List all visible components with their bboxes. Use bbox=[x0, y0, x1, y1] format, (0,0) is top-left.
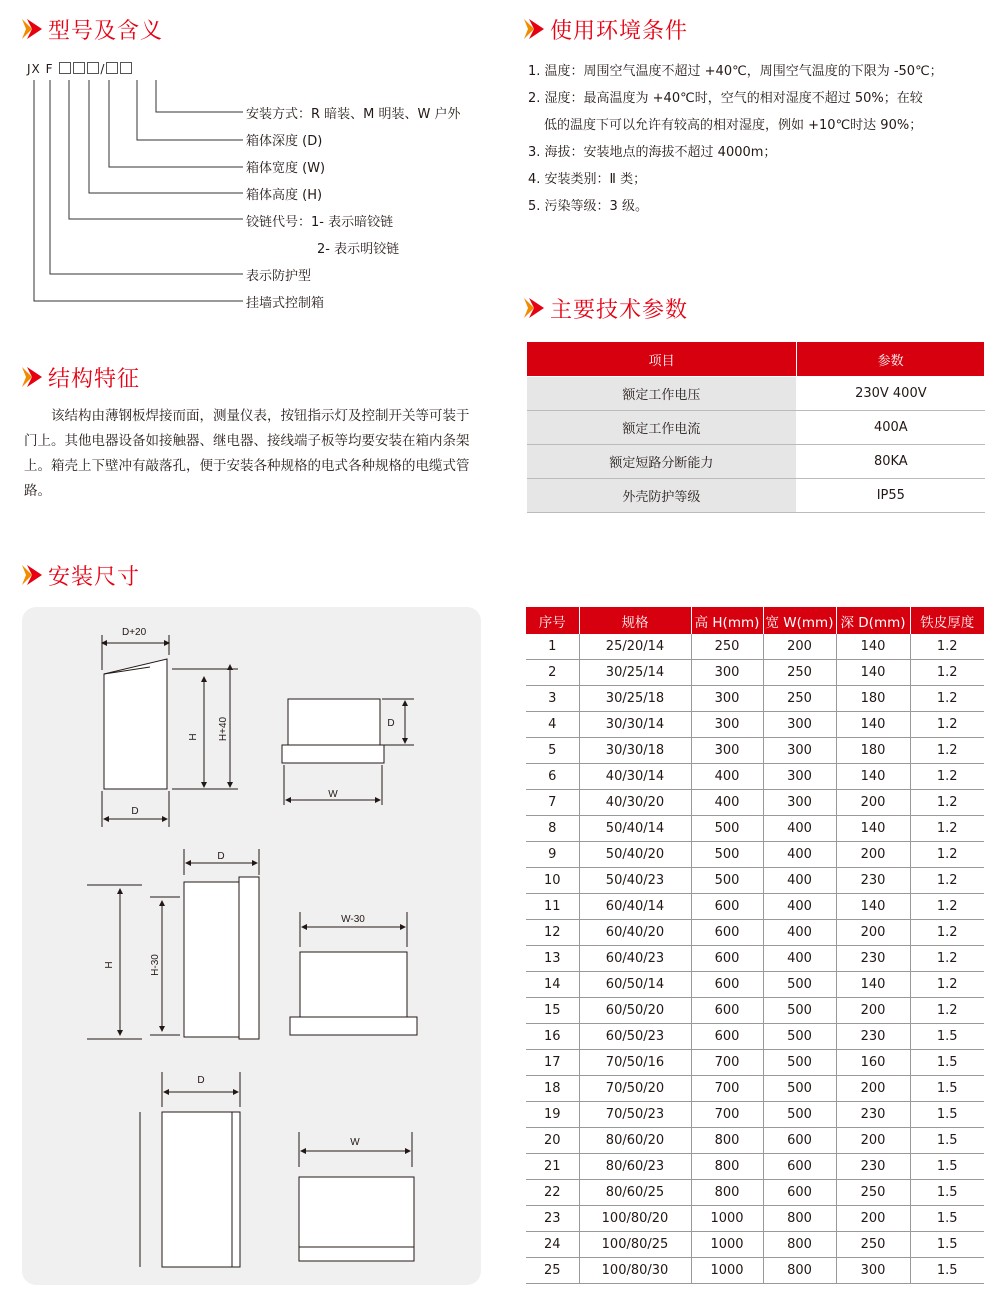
table-cell: 70/50/20 bbox=[579, 1076, 691, 1102]
table-row bbox=[527, 479, 985, 513]
table-cell: 500 bbox=[763, 998, 836, 1024]
drawing-side-view-2 bbox=[87, 849, 259, 1039]
table-cell: 800 bbox=[763, 1232, 836, 1258]
table-cell: 外壳防护等级 bbox=[527, 479, 797, 513]
table-cell: 200 bbox=[836, 1206, 910, 1232]
table-row bbox=[526, 894, 984, 920]
table-cell: 230 bbox=[836, 1024, 910, 1050]
table-cell: 50/40/14 bbox=[579, 816, 691, 842]
table-cell: 1.2 bbox=[910, 634, 984, 660]
dim-label-h-plus-40: H+40 bbox=[218, 716, 229, 742]
table-cell: 140 bbox=[836, 634, 910, 660]
table-cell: 600 bbox=[691, 972, 763, 998]
env-conditions bbox=[528, 58, 988, 220]
table-cell: 500 bbox=[763, 1050, 836, 1076]
dim-label-d: D bbox=[217, 851, 225, 862]
table-cell: 70/50/16 bbox=[579, 1050, 691, 1076]
table-row bbox=[526, 1206, 984, 1232]
table-cell: 60/50/14 bbox=[579, 972, 691, 998]
env-item: 2. 湿度：最高温度为 +40℃时，空气的相对湿度不超过 50%；在较 bbox=[528, 91, 923, 106]
table-cell: 200 bbox=[836, 842, 910, 868]
table-cell: 25/20/14 bbox=[579, 634, 691, 660]
table-row bbox=[526, 946, 984, 972]
table-cell: 额定工作电压 bbox=[527, 377, 797, 411]
table-cell: 160 bbox=[836, 1050, 910, 1076]
table-cell: 3 bbox=[526, 686, 579, 712]
table-cell: 16 bbox=[526, 1024, 579, 1050]
install-drawings bbox=[22, 607, 481, 1285]
table-row bbox=[526, 920, 984, 946]
table-cell: 13 bbox=[526, 946, 579, 972]
table-cell: 1.2 bbox=[910, 764, 984, 790]
table-cell: 80KA bbox=[797, 445, 985, 479]
table-cell: 1.5 bbox=[910, 1180, 984, 1206]
table-row bbox=[526, 738, 984, 764]
model-slash: / bbox=[100, 62, 106, 76]
table-row bbox=[527, 411, 985, 445]
dim-label-d-plus-20: D+20 bbox=[122, 627, 147, 638]
table-cell: 400 bbox=[763, 920, 836, 946]
model-item-depth: 箱体深度 (D) bbox=[246, 134, 323, 149]
table-row bbox=[526, 1180, 984, 1206]
table-cell: 300 bbox=[763, 738, 836, 764]
table-cell: 1.5 bbox=[910, 1024, 984, 1050]
table-cell: 60/40/14 bbox=[579, 894, 691, 920]
table-row bbox=[526, 634, 984, 660]
table-cell: 500 bbox=[763, 1102, 836, 1128]
table-cell: 600 bbox=[763, 1128, 836, 1154]
table-row bbox=[526, 842, 984, 868]
table-cell: 300 bbox=[691, 712, 763, 738]
table-cell: 800 bbox=[691, 1128, 763, 1154]
section-title-model bbox=[22, 14, 163, 44]
section-title-structure bbox=[22, 362, 140, 392]
table-cell: 400A bbox=[797, 411, 985, 445]
header-cell: 铁皮厚度 bbox=[910, 607, 984, 634]
table-cell: 7 bbox=[526, 790, 579, 816]
table-row bbox=[526, 686, 984, 712]
table-header-row bbox=[526, 607, 984, 634]
env-item: 5. 污染等级：3 级。 bbox=[528, 199, 648, 214]
table-cell: 140 bbox=[836, 712, 910, 738]
header-cell: 序号 bbox=[526, 607, 579, 634]
table-cell: 1.2 bbox=[910, 868, 984, 894]
table-cell: 200 bbox=[836, 1128, 910, 1154]
table-cell: 1.5 bbox=[910, 1154, 984, 1180]
dim-label-d: D bbox=[387, 718, 395, 729]
dim-label-d: D bbox=[197, 1075, 205, 1086]
table-cell: 500 bbox=[691, 868, 763, 894]
table-cell: 80/60/25 bbox=[579, 1180, 691, 1206]
header-cell: 规格 bbox=[579, 607, 691, 634]
table-cell: 1000 bbox=[691, 1232, 763, 1258]
section-title-tech bbox=[524, 293, 688, 323]
table-cell: 250 bbox=[691, 634, 763, 660]
table-cell: 300 bbox=[763, 764, 836, 790]
table-cell: 400 bbox=[691, 790, 763, 816]
table-cell: 300 bbox=[691, 686, 763, 712]
table-header-row bbox=[527, 342, 985, 377]
table-cell: 140 bbox=[836, 764, 910, 790]
table-row bbox=[526, 1258, 984, 1284]
table-cell: 8 bbox=[526, 816, 579, 842]
table-cell: IP55 bbox=[797, 479, 985, 513]
table-cell: 40/30/20 bbox=[579, 790, 691, 816]
table-cell: 21 bbox=[526, 1154, 579, 1180]
table-cell: 300 bbox=[691, 738, 763, 764]
dim-label-d: D bbox=[131, 806, 139, 817]
table-cell: 60/40/23 bbox=[579, 946, 691, 972]
table-cell: 40/30/14 bbox=[579, 764, 691, 790]
table-cell: 300 bbox=[836, 1258, 910, 1284]
table-cell: 400 bbox=[763, 946, 836, 972]
header-cell: 宽 W(mm) bbox=[763, 607, 836, 634]
env-item: 低的温度下可以允许有较高的相对湿度，例如 +10℃时达 90%； bbox=[544, 118, 923, 133]
red-arrow-icon bbox=[22, 367, 42, 387]
table-cell: 600 bbox=[691, 894, 763, 920]
table-cell: 300 bbox=[763, 790, 836, 816]
table-cell: 30/30/18 bbox=[579, 738, 691, 764]
env-item: 3. 海拔：安装地点的海拔不超过 4000m； bbox=[528, 145, 777, 160]
drawing-top-view-2 bbox=[290, 912, 417, 1035]
table-cell: 30/30/14 bbox=[579, 712, 691, 738]
table-cell: 400 bbox=[763, 842, 836, 868]
header-cell: 深 D(mm) bbox=[836, 607, 910, 634]
table-cell: 15 bbox=[526, 998, 579, 1024]
table-cell: 800 bbox=[691, 1180, 763, 1206]
section-title-text: 型号及含义 bbox=[48, 18, 164, 44]
table-cell: 180 bbox=[836, 686, 910, 712]
table-cell: 1.2 bbox=[910, 946, 984, 972]
table-row bbox=[526, 1102, 984, 1128]
dim-label-h: H bbox=[104, 961, 115, 969]
red-arrow-icon bbox=[22, 565, 42, 585]
red-arrow-icon bbox=[524, 19, 544, 39]
section-title-install bbox=[22, 560, 140, 590]
table-cell: 1000 bbox=[691, 1206, 763, 1232]
table-cell: 1.2 bbox=[910, 660, 984, 686]
table-cell: 1.5 bbox=[910, 1050, 984, 1076]
table-cell: 700 bbox=[691, 1050, 763, 1076]
table-cell: 1 bbox=[526, 634, 579, 660]
table-cell: 1.5 bbox=[910, 1128, 984, 1154]
table-cell: 300 bbox=[763, 712, 836, 738]
table-cell: 600 bbox=[691, 998, 763, 1024]
drawing-side-view-3 bbox=[140, 1072, 240, 1267]
table-cell: 70/50/23 bbox=[579, 1102, 691, 1128]
table-cell: 180 bbox=[836, 738, 910, 764]
table-cell: 500 bbox=[763, 972, 836, 998]
dim-label-w-minus-30: W-30 bbox=[341, 914, 365, 925]
table-cell: 100/80/25 bbox=[579, 1232, 691, 1258]
table-cell: 230V 400V bbox=[797, 377, 985, 411]
table-row bbox=[526, 1076, 984, 1102]
table-cell: 400 bbox=[691, 764, 763, 790]
table-cell: 1.2 bbox=[910, 686, 984, 712]
table-row bbox=[526, 660, 984, 686]
table-cell: 12 bbox=[526, 920, 579, 946]
table-cell: 800 bbox=[763, 1206, 836, 1232]
table-row bbox=[526, 1232, 984, 1258]
table-cell: 800 bbox=[691, 1154, 763, 1180]
table-cell: 24 bbox=[526, 1232, 579, 1258]
table-cell: 25 bbox=[526, 1258, 579, 1284]
table-cell: 2 bbox=[526, 660, 579, 686]
model-letter: F bbox=[45, 62, 54, 76]
env-item: 1. 温度：周围空气温度不超过 +40℃，周围空气温度的下限为 -50℃； bbox=[528, 64, 943, 79]
table-cell: 230 bbox=[836, 1102, 910, 1128]
table-cell: 9 bbox=[526, 842, 579, 868]
table-cell: 140 bbox=[836, 816, 910, 842]
table-cell: 200 bbox=[836, 998, 910, 1024]
table-cell: 1.5 bbox=[910, 1102, 984, 1128]
table-cell: 1.5 bbox=[910, 1206, 984, 1232]
model-item-wallbox: 挂墙式控制箱 bbox=[246, 296, 325, 311]
dim-label-w: W bbox=[328, 789, 338, 800]
header-cell: 项目 bbox=[527, 342, 797, 377]
table-cell: 400 bbox=[763, 868, 836, 894]
table-cell: 250 bbox=[836, 1180, 910, 1206]
table-cell: 60/40/20 bbox=[579, 920, 691, 946]
dim-label-h-minus-30: H-30 bbox=[150, 954, 161, 976]
model-item-install: 安装方式：R 暗装、M 明装、W 户外 bbox=[246, 107, 461, 122]
table-cell: 140 bbox=[836, 972, 910, 998]
table-cell: 1.2 bbox=[910, 920, 984, 946]
table-cell: 100/80/30 bbox=[579, 1258, 691, 1284]
table-cell: 14 bbox=[526, 972, 579, 998]
section-title-env bbox=[524, 14, 688, 44]
table-cell: 10 bbox=[526, 868, 579, 894]
table-row bbox=[526, 998, 984, 1024]
size-spec-table bbox=[526, 607, 984, 1284]
table-cell: 700 bbox=[691, 1102, 763, 1128]
table-cell: 500 bbox=[763, 1076, 836, 1102]
table-cell: 600 bbox=[691, 920, 763, 946]
install-diagram-panel bbox=[22, 607, 481, 1285]
table-cell: 23 bbox=[526, 1206, 579, 1232]
drawing-top-view-3 bbox=[299, 1132, 414, 1261]
table-cell: 200 bbox=[836, 920, 910, 946]
table-cell: 30/25/14 bbox=[579, 660, 691, 686]
table-cell: 1.5 bbox=[910, 1232, 984, 1258]
red-arrow-icon bbox=[524, 298, 544, 318]
table-cell: 18 bbox=[526, 1076, 579, 1102]
table-cell: 600 bbox=[763, 1154, 836, 1180]
table-cell: 250 bbox=[836, 1232, 910, 1258]
model-item-protect: 表示防护型 bbox=[246, 269, 312, 284]
table-cell: 400 bbox=[763, 816, 836, 842]
table-row bbox=[527, 377, 985, 411]
table-row bbox=[526, 764, 984, 790]
model-item-hinge-2: 2- 表示明铰链 bbox=[317, 242, 400, 257]
table-cell: 1.2 bbox=[910, 894, 984, 920]
table-cell: 230 bbox=[836, 868, 910, 894]
header-cell: 参数 bbox=[797, 342, 985, 377]
table-row bbox=[526, 868, 984, 894]
table-cell: 500 bbox=[763, 1024, 836, 1050]
table-cell: 250 bbox=[763, 686, 836, 712]
table-cell: 700 bbox=[691, 1076, 763, 1102]
table-cell: 5 bbox=[526, 738, 579, 764]
table-row bbox=[527, 445, 985, 479]
table-cell: 1.2 bbox=[910, 790, 984, 816]
table-cell: 4 bbox=[526, 712, 579, 738]
table-cell: 140 bbox=[836, 660, 910, 686]
table-cell: 600 bbox=[691, 946, 763, 972]
table-cell: 20 bbox=[526, 1128, 579, 1154]
table-cell: 800 bbox=[763, 1258, 836, 1284]
table-cell: 200 bbox=[836, 790, 910, 816]
model-item-width: 箱体宽度 (W) bbox=[246, 161, 326, 176]
table-cell: 1.2 bbox=[910, 738, 984, 764]
model-item-hinge: 铰链代号：1- 表示暗铰链 bbox=[246, 215, 394, 230]
table-cell: 80/60/23 bbox=[579, 1154, 691, 1180]
table-row bbox=[526, 1024, 984, 1050]
table-row bbox=[526, 972, 984, 998]
table-row bbox=[526, 1154, 984, 1180]
table-cell: 140 bbox=[836, 894, 910, 920]
table-cell: 1.5 bbox=[910, 1076, 984, 1102]
table-cell: 100/80/20 bbox=[579, 1206, 691, 1232]
table-cell: 1.5 bbox=[910, 1258, 984, 1284]
table-cell: 11 bbox=[526, 894, 579, 920]
table-cell: 17 bbox=[526, 1050, 579, 1076]
structure-paragraph: 该结构由薄钢板焊接而面，测量仪表，按钮指示灯及控制开关等可装于门上。其他电器设备如接触器、继电器、接线端子板等均要安装在箱内条架上。箱壳上下壁冲有敲落孔，便于安装各种规格的电式各种规格的电缆式管路。 bbox=[24, 408, 470, 499]
table-cell: 1.2 bbox=[910, 842, 984, 868]
table-cell: 60/50/23 bbox=[579, 1024, 691, 1050]
table-cell: 6 bbox=[526, 764, 579, 790]
table-cell: 500 bbox=[691, 842, 763, 868]
table-cell: 1000 bbox=[691, 1258, 763, 1284]
tech-params-table bbox=[526, 341, 985, 513]
model-prefix: JX bbox=[27, 62, 41, 76]
table-cell: 1.2 bbox=[910, 712, 984, 738]
table-cell: 50/40/23 bbox=[579, 868, 691, 894]
section-title-text: 结构特征 bbox=[48, 366, 141, 392]
table-cell: 230 bbox=[836, 946, 910, 972]
model-leader-lines bbox=[25, 72, 255, 312]
table-cell: 50/40/20 bbox=[579, 842, 691, 868]
dim-label-w: W bbox=[350, 1137, 360, 1148]
table-cell: 230 bbox=[836, 1154, 910, 1180]
table-cell: 250 bbox=[763, 660, 836, 686]
table-cell: 600 bbox=[763, 1180, 836, 1206]
table-cell: 600 bbox=[691, 1024, 763, 1050]
dim-label-h: H bbox=[188, 733, 199, 741]
table-cell: 22 bbox=[526, 1180, 579, 1206]
table-cell: 500 bbox=[691, 816, 763, 842]
header-cell: 高 H(mm) bbox=[691, 607, 763, 634]
env-item: 4. 安装类别：Ⅱ 类； bbox=[528, 172, 647, 187]
table-cell: 400 bbox=[763, 894, 836, 920]
table-cell: 额定工作电流 bbox=[527, 411, 797, 445]
table-row bbox=[526, 790, 984, 816]
table-cell: 19 bbox=[526, 1102, 579, 1128]
table-cell: 1.2 bbox=[910, 816, 984, 842]
table-row bbox=[526, 1128, 984, 1154]
table-cell: 额定短路分断能力 bbox=[527, 445, 797, 479]
red-arrow-icon bbox=[22, 19, 42, 39]
section-title-text: 主要技术参数 bbox=[550, 297, 689, 323]
table-cell: 200 bbox=[836, 1076, 910, 1102]
drawing-top-view-1 bbox=[282, 699, 414, 805]
table-row bbox=[526, 712, 984, 738]
section-title-text: 安装尺寸 bbox=[48, 564, 141, 590]
table-cell: 30/25/18 bbox=[579, 686, 691, 712]
table-cell: 80/60/20 bbox=[579, 1128, 691, 1154]
table-cell: 60/50/20 bbox=[579, 998, 691, 1024]
table-cell: 1.2 bbox=[910, 972, 984, 998]
model-item-height: 箱体高度 (H) bbox=[246, 188, 323, 203]
table-cell: 1.2 bbox=[910, 998, 984, 1024]
table-row bbox=[526, 816, 984, 842]
table-row bbox=[526, 1050, 984, 1076]
table-cell: 200 bbox=[763, 634, 836, 660]
section-title-text: 使用环境条件 bbox=[550, 18, 689, 44]
table-cell: 300 bbox=[691, 660, 763, 686]
